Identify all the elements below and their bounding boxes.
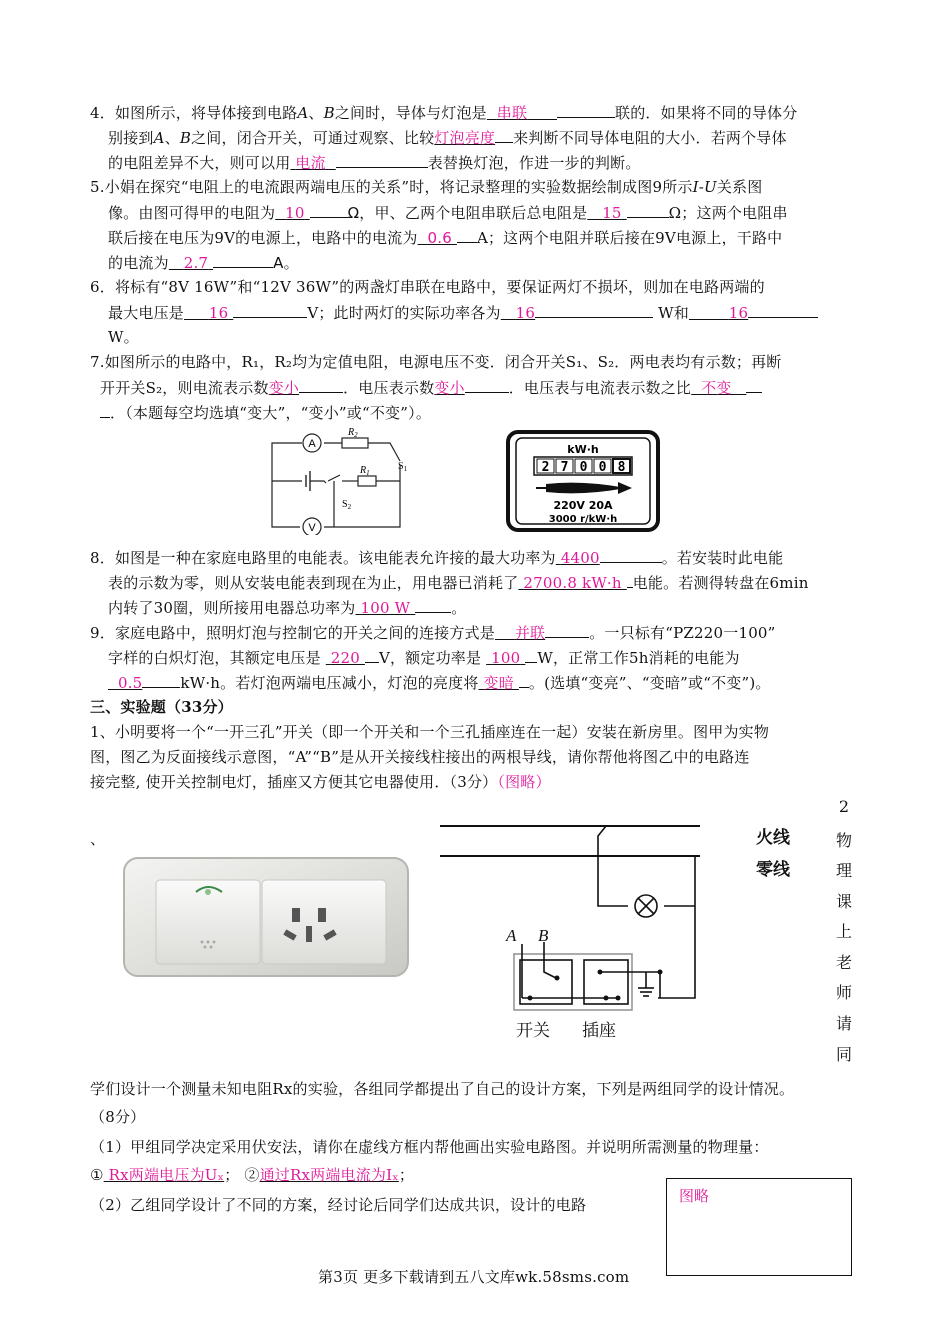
q8-answer-3: 100 W [360,599,411,617]
switch-label: 开关 [516,1021,550,1041]
exp1-note: （图略） [497,773,551,791]
page-footer: 第3页 更多下载请到五八文库wk.58sms.com [318,1268,630,1286]
q5-line4: 的电流为 2.7 A。 [108,251,299,274]
q6-line2: 最大电压是 16 V；此时两灯的实际功率各为 16 W和 16 [108,301,818,324]
q5-line2: 像。由图可得甲的电阻为 10 Ω，甲、乙两个电阻串联后总电阻是 15 Ω；这两个电阻串 [108,201,788,224]
q8-line3: 内转了30圈，则所接用电器总功率为 100 W 。 [108,596,466,619]
ammeter-label: A [308,438,316,450]
q9-answer-2: 220 [330,649,360,667]
q6-answer-1: 16 [208,304,229,322]
q9-answer-1: 并联 [514,624,546,642]
meter-digit: 2 [541,460,550,475]
switch-s2-blade [328,475,340,481]
q4-answer-2: 灯泡亮度 [434,129,496,147]
q7-answer-1: 变小 [268,379,300,397]
exp2-line5: （2）乙组同学设计了不同的方案，经讨论后同学们达成共识，设计的电路 [90,1196,587,1214]
q4-answer-3: 电流 [295,154,326,172]
q7-answer-3: 不变 [701,379,732,397]
resistor-r1 [358,476,376,486]
exp2-line4: ① Rx两端电压为Uₓ； ②通过Rx两端电流为Iₓ； [90,1166,415,1184]
answer-box-note: 图略 [679,1187,710,1205]
section-3-title: 三、实验题（33分） [90,698,233,716]
q4-line3: 的电阻差异不大，则可以用 电流 表替换灯泡，作进一步的判断。 [108,151,641,174]
circuit-diagram [262,425,422,535]
resistor-r2 [342,438,368,448]
meter-rating: 220V 20A [553,499,613,512]
q4-answer-1: 串联 [496,104,528,122]
q6-answer-3: 16 [728,304,749,322]
q9-line1: 9．家庭电路中，照明灯泡与控制它的开关之间的连接方式是 并联 。一只标有“PZ220一100” [90,621,776,644]
q7-line3: ．（本题每空均选填“变大”，“变小”或“不变”）。 [100,401,431,424]
q8-answer-1: 4400 [560,549,600,567]
voltmeter-label: V [308,522,316,534]
meter-revolutions: 3000 r/kW·h [548,514,618,525]
socket-label: 插座 [582,1021,616,1041]
exp2-line2: （8分） [90,1108,146,1126]
q5-answer-2: 15 [602,204,622,222]
q9-answer-5: 变暗 [483,674,514,692]
enumeration-comma: 、 [90,830,106,848]
q4-line1: 4．如图所示，将导体接到电路A、B之间时，导体与灯泡是 串联 联的．如果将不同的导体分 [90,101,797,124]
s2-label: $S_2$ [342,499,352,511]
q7-answer-2: 变小 [434,379,465,397]
q6-line1: 6．将标有“8V 16W”和“12V 36W”的两盏灯串联在电路中，要保证两灯不损坏，则加在电路两端的 [90,278,765,296]
circuit-answer-box [666,1178,852,1276]
r1-label: $R_1$ [360,465,370,477]
exp2-measure-2: 通过Rx两端电流为Iₓ [259,1166,399,1184]
q7-line2: 开开关S₂，则电流表示数变小 ．电压表示数变小 ．电压表与电流表示数之比 不变 [100,376,762,399]
exp2-measure-1: Rx两端电压为Uₓ [108,1166,225,1184]
q5-line1: 5.小娟在探究“电阻上的电流跟两端电压的关系”时，将记录整理的实验数据绘制成图9所示I-U关系图 [90,178,763,196]
q5-answer-4: 2.7 [183,254,209,272]
q6-line3: W。 [108,328,139,346]
q9-line2: 字样的白炽灯泡，其额定电压是 220 V，额定功率是 100 W，正常工作5h消耗的电能为 [108,646,740,669]
q4-line2: 别接到A、B之间，闭合开关，可通过观察、比较灯泡亮度 来判断不同导体电阻的大小．若两个导体 [108,126,787,149]
wiring-diagram [438,812,700,1042]
q8-answer-2: 2700.8 kW·h [523,574,622,592]
meter-digit: 0 [598,460,607,475]
q9-answer-4: 0.5 [117,674,143,692]
q8-line2: 表的示数为零，则从安装电能表到现在为止，用电器已消耗了 2700.8 kW·h 电能。若测得转盘在6min [108,571,809,594]
switch-socket-back-panel [514,954,632,1010]
exp1-line2: 图，图乙为反面接线示意图，“A”“B”是从开关接线柱接出的两根导线，请你帮他将图乙中的电路连 [90,748,750,766]
meter-digit: 0 [579,460,588,475]
meter-digit-decimal: 8 [617,460,626,475]
q9-line3: 0.5 kW·h。若灯泡两端电压减小，灯泡的亮度将 变暗 。(选填“变亮”、“变暗”或“不变”)。 [108,671,771,694]
meter-unit: kW·h [567,443,599,456]
r2-label: $R_2$ [348,427,358,439]
energy-meter [506,430,660,532]
exp1-line3: 接完整, 使开关控制电灯，插座又方便其它电器使用．（3分）（图略） [90,773,551,791]
wire-b-label: B [538,926,549,945]
live-wire-label: 火线 [756,828,790,848]
q5-answer-3: 0.6 [427,229,452,247]
exp2-line3: （1）甲组同学决定采用伏安法，请你在虚线方框内帮他画出实验电路图。并说明所需测量的物理量： [90,1138,769,1156]
q5-line3: 联后接在电压为9V的电源上，电路中的电流为 0.6 A；这两个电阻并联后接在9V电源上，干路中 [108,226,782,249]
socket-hole [292,908,300,922]
switch-socket-photo [122,856,412,980]
q9-answer-3: 100 [491,649,521,667]
exp1-line1: 1、小明要将一个“一开三孔”开关（即一个开关和一个三孔插座连在一起）安装在新房里。图甲为实物 [90,723,770,741]
s1-label: $S_1$ [398,461,408,473]
q8-line1: 8．如图是一种在家庭电路里的电能表。该电能表允许接的最大功率为 4400 。若安装时此电能 [90,546,783,569]
q7-line1: 7.如图所示的电路中，R₁，R₂均为定值电阻，电源电压不变．闭合开关S₁、S₂．两电表均有示数；再断 [90,353,782,371]
wire-a-label: A [506,926,517,945]
exp2-line1: 学们设计一个测量未知电阻Rx的实验，各组同学都提出了自己的设计方案，下列是两组同学的设计情况。 [90,1080,795,1098]
q5-answer-1: 10 [285,204,305,222]
q6-answer-2: 16 [515,304,536,322]
neutral-wire-label: 零线 [756,860,790,880]
meter-digit: 7 [560,460,569,475]
